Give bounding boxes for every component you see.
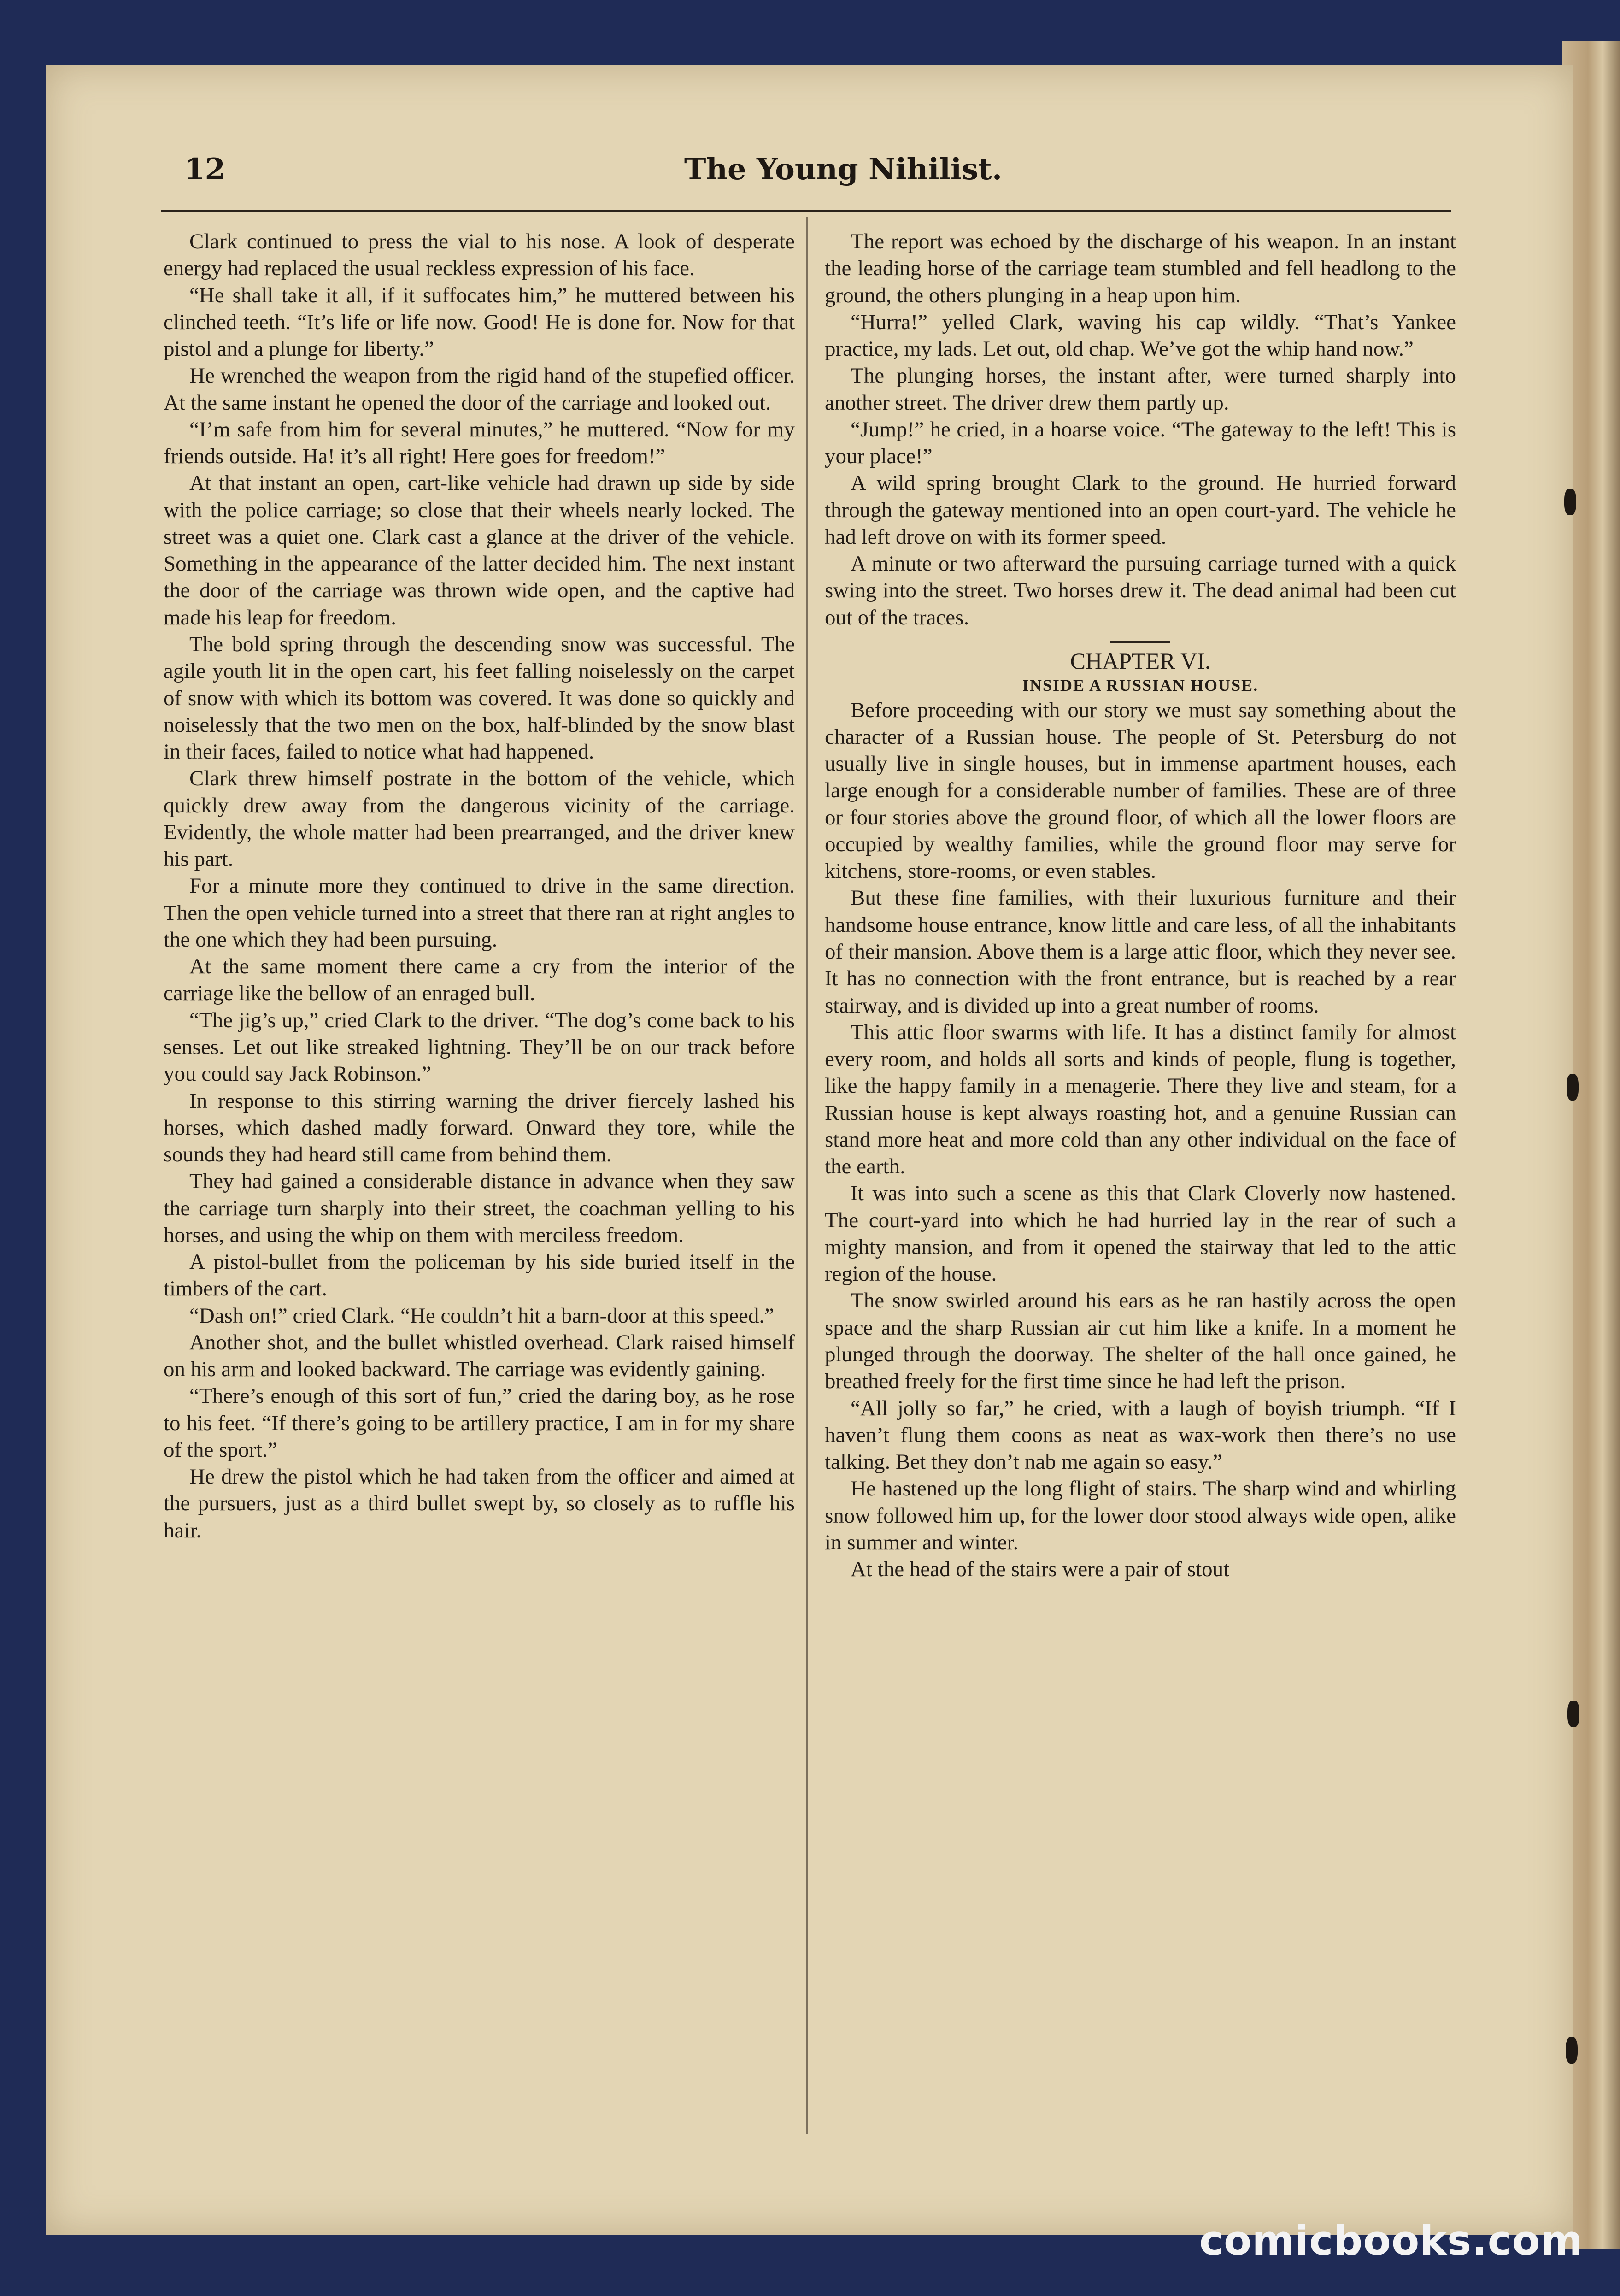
page-header bbox=[184, 152, 1502, 203]
paragraph: The report was echoed by the discharge of his weapon. In an instant the leading horse of the carriage team stumbled and fell headlong to the ground, the others plunging in a heap upon him. bbox=[825, 230, 1456, 307]
paragraph: He drew the pistol which he had taken from the officer and aimed at the pursuers, just as a third bullet swept by, so closely as to ruffle his hair. bbox=[164, 1465, 795, 1542]
column-divider bbox=[806, 217, 808, 2134]
running-title: The Young Nihilist. bbox=[684, 152, 1003, 187]
paragraph: Before proceeding with our story we must say something about the character of a Russian house. The people of St. Petersburg do not usually live in single houses, but in immense apartment houses, each large enough for a considerable number of families. These are of three or four stories above the ground floor, of which all the lower floors are occupied by wealthy families, while the ground floor may serve for kitchens, store-rooms, or even stables. bbox=[825, 698, 1456, 883]
paragraph: Clark continued to press the vial to his nose. A look of desperate energy had replaced the usual reckless expression of his face. bbox=[164, 230, 795, 281]
left-column bbox=[164, 228, 795, 2131]
paragraph: The bold spring through the descending snow was successful. The agile youth lit in the open cart, his feet falling noiselessly on the carpet of snow with which its bottom was covered. It was done so quickly and noiselessly that the two men on the box, half-blinded by the snow blast in their faces, failed to notice what had happened. bbox=[164, 632, 795, 764]
paragraph: The plunging horses, the instant after, were turned sharply into another street. The driver drew them partly up. bbox=[825, 364, 1456, 415]
paragraph: A pistol-bullet from the policeman by his side buried itself in the timbers of the cart. bbox=[164, 1250, 795, 1301]
chapter-title: CHAPTER VI. bbox=[1070, 648, 1211, 674]
paragraph: “Hurra!” yelled Clark, waving his cap wildly. “That’s Yankee practice, my lads. Let out, old chap. We’ve got the whip hand now.” bbox=[825, 310, 1456, 361]
paragraph: He hastened up the long flight of stairs. The sharp wind and whirling snow followed him up, for the lower door stood always wide open, alike in summer and winter. bbox=[825, 1477, 1456, 1554]
paragraph: It was into such a scene as this that Clark Cloverly now hastened. The court-yard into which he had hurried lay in the rear of such a mighty mansion, and from it opened the stairway that led to the attic region of the house. bbox=[825, 1181, 1456, 1286]
paragraph: At the head of the stairs were a pair of stout bbox=[851, 1557, 1230, 1582]
paragraph: They had gained a considerable distance in advance when they saw the carriage turn sharply into their street, the coachman yelling to his horses, and using the whip on them with merciless freedom. bbox=[164, 1169, 795, 1247]
paragraph: “All jolly so far,” he cried, with a laugh of boyish triumph. “If I haven’t flung them coons as neat as wax-work then there’s no use talking. Bet they don’t nab me again so easy.” bbox=[825, 1396, 1456, 1474]
paragraph: This attic floor swarms with life. It has a distinct family for almost every room, and holds all sorts and kinds of people, flung is together, like the happy family in a menagerie. There they live and steam, for a Russian house is kept always roasting hot, and a genuine Russian can stand more heat and more cold than any other individual on the face of the earth. bbox=[825, 1020, 1456, 1179]
paragraph: “Jump!” he cried, in a hoarse voice. “The gateway to the left! This is your place!” bbox=[825, 417, 1456, 469]
paragraph: Clark threw himself postrate in the bottom of the vehicle, which quickly drew away from the dangerous vicinity of the carriage. Evidently, the whole matter had been prearranged, and the driver knew his part. bbox=[164, 766, 795, 871]
paragraph: At that instant an open, cart-like vehicle had drawn up side by side with the police carriage; so close that their wheels nearly locked. The street was a quiet one. Clark cast a glance at the driver of the vehicle. Something in the appearance of the latter decided him. The next instant the door of the carriage was thrown wide open, and the captive had made his leap for freedom. bbox=[164, 471, 795, 630]
paragraph: “The jig’s up,” cried Clark to the driver. “The dog’s come back to his senses. Let out like streaked lightning. They’ll be on our track before you could say Jack Robinson.” bbox=[164, 1008, 795, 1086]
paragraph: For a minute more they continued to drive in the same direction. Then the open vehicle turned into a street that there ran at right angles to the one which they had been pursuing. bbox=[164, 874, 795, 952]
paragraph: At the same moment there came a cry from the interior of the carriage like the bellow of an enraged bull. bbox=[164, 954, 795, 1006]
paragraph: “Dash on!” cried Clark. “He couldn’t hit a barn-door at this speed.” bbox=[189, 1303, 774, 1328]
binding-stitch-mark bbox=[1567, 1074, 1579, 1101]
paragraph: A wild spring brought Clark to the ground. He hurried forward through the gateway mentioned into an open court-yard. The vehicle he had left drove on with its former speed. bbox=[825, 471, 1456, 549]
header-rule bbox=[161, 210, 1451, 212]
paragraph: But these fine families, with their luxurious furniture and their handsome house entrance, know little and care less, of all the inhabitants of their mansion. Above them is a large attic floor, which they never see. It has no connection with the front entrance, but is reached by a rear stairway, and is divided up into a great number of rooms. bbox=[825, 886, 1456, 1018]
chapter-heading bbox=[825, 641, 1456, 696]
paragraph: Another shot, and the bullet whistled overhead. Clark raised himself on his arm and looked backward. The carriage was evidently gaining. bbox=[164, 1330, 795, 1382]
chapter-rule bbox=[1110, 641, 1170, 643]
paragraph: “He shall take it all, if it suffocates him,” he muttered between his clinched teeth. “It’s life or life now. Good! He is done for. Now for that pistol and a plunge for liberty.” bbox=[164, 283, 795, 361]
right-column bbox=[825, 228, 1456, 2131]
paragraph: In response to this stirring warning the driver fiercely lashed his horses, which dashed madly forward. Onward they tore, while the sounds they had heard still came from behind them. bbox=[164, 1089, 795, 1167]
paragraph: The snow swirled around his ears as he ran hastily across the open space and the sharp Russian air cut him like a knife. In a moment he plunged through the doorway. The shelter of the hall once gained, he breathed freely for the first time since he had left the prison. bbox=[825, 1289, 1456, 1394]
page-number: 12 bbox=[184, 152, 226, 187]
paragraph: He wrenched the weapon from the rigid hand of the stupefied officer. At the same instant he opened the door of the carriage and looked out. bbox=[164, 364, 795, 415]
binding-stitch-mark bbox=[1566, 2037, 1578, 2064]
paragraph: A minute or two afterward the pursuing carriage turned with a quick swing into the street. Two horses drew it. The dead animal had been cut out of the traces. bbox=[825, 552, 1456, 630]
chapter-subtitle: INSIDE A RUSSIAN HOUSE. bbox=[1022, 676, 1259, 695]
paragraph: “I’m safe from him for several minutes,” he muttered. “Now for my friends outside. Ha! it’s all right! Here goes for freedom!” bbox=[164, 417, 795, 469]
binding-stitch-mark bbox=[1564, 489, 1576, 515]
paragraph: “There’s enough of this sort of fun,” cried the daring boy, as he rose to his feet. “If there’s going to be artillery practice, I am in for my share of the sport.” bbox=[164, 1384, 795, 1462]
binding-stitch-mark bbox=[1567, 1701, 1579, 1727]
watermark: comicbooks.com bbox=[1199, 2217, 1583, 2264]
